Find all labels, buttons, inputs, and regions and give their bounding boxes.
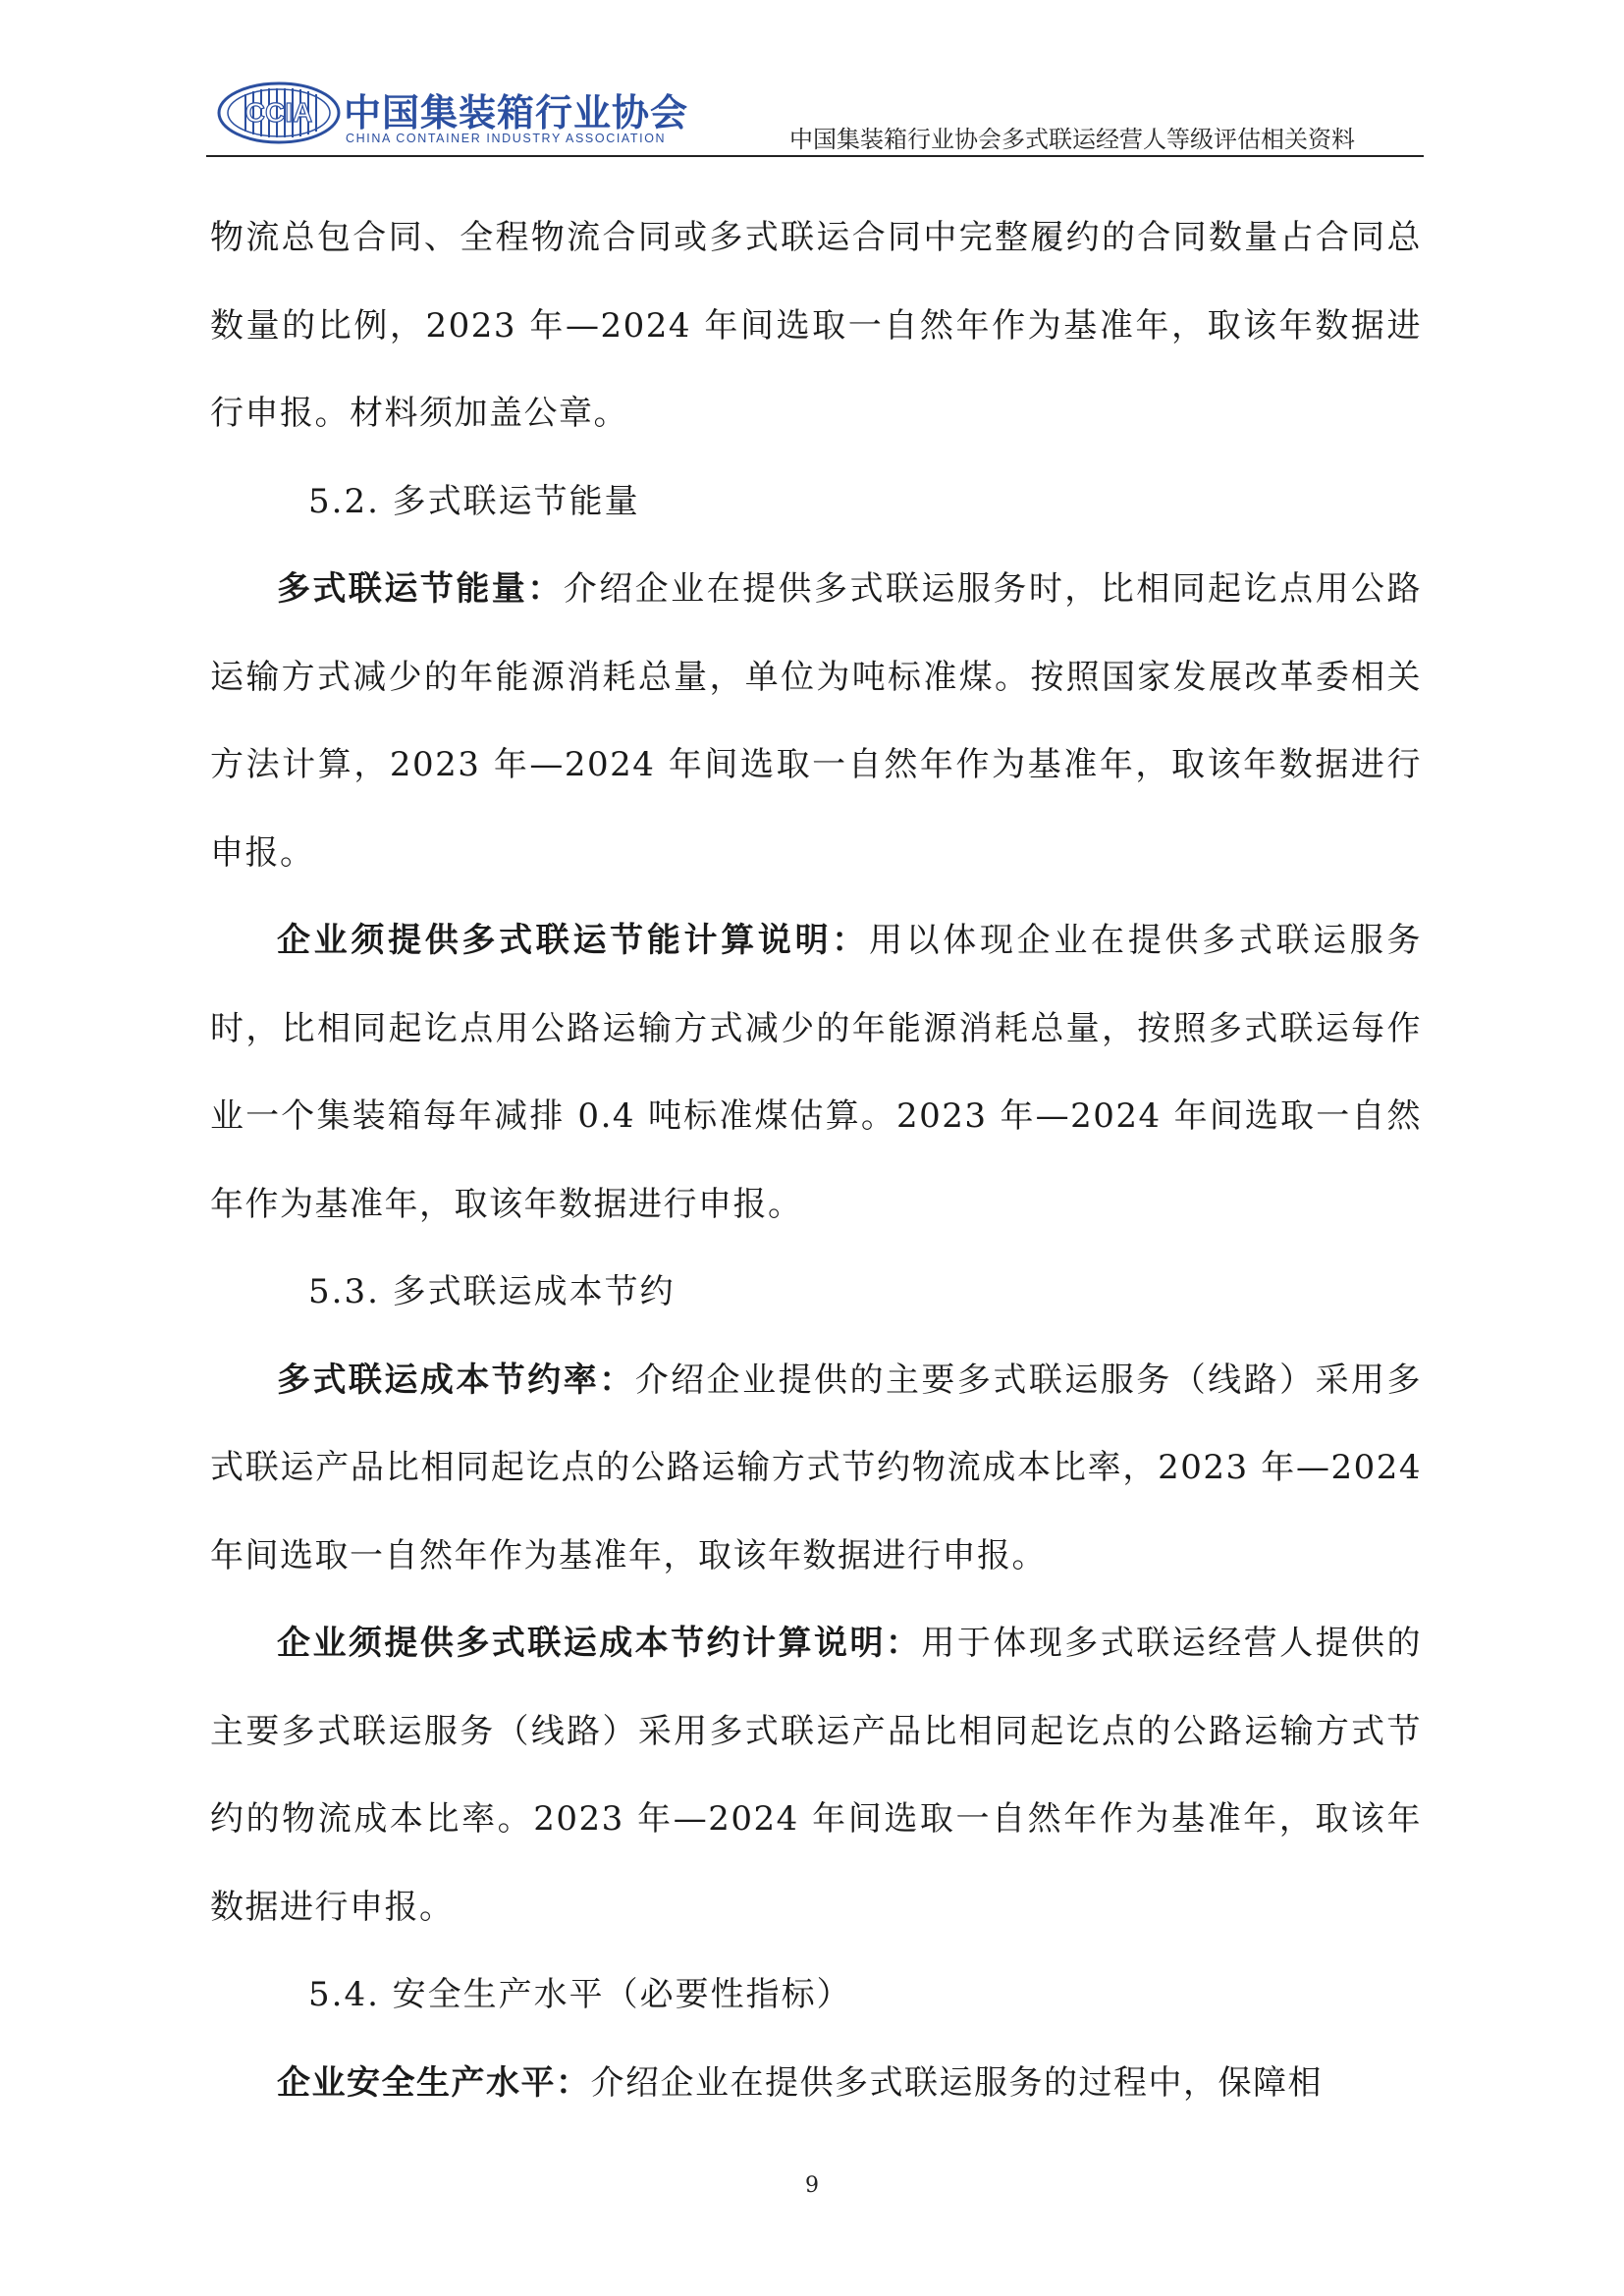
- term-safety-level: 企业安全生产水平：: [277, 2062, 591, 2103]
- logo-english-name: CHINA CONTAINER INDUSTRY ASSOCIATION: [346, 132, 667, 145]
- section-heading-5-3: 5.3. 多式联运成本节约: [308, 1272, 676, 1311]
- paragraph-energy-calculation: [210, 897, 1422, 1249]
- page-header: [206, 71, 1424, 157]
- header-document-title: 中国集装箱行业协会多式联运经营人等级评估相关资料: [789, 126, 1355, 153]
- section-heading-5-4: 5.4. 安全生产水平（必要性指标）: [308, 1975, 852, 2014]
- paragraph-energy-saving: [210, 546, 1422, 897]
- text-cost-saving-rate: 介绍企业提供的主要多式联运服务（线路）采用多式联运产品比相同起讫点的公路运输方式节约物流成本比率，2023 年—2024 年间选取一自然年作为基准年，取该年数据进行申报。: [210, 1360, 1423, 1575]
- text-energy-calculation: 用以体现企业在提供多式联运服务时，比相同起讫点用公路运输方式减少的年能源消耗总量，按照多式联运每作业一个集装箱每年减排 0.4 吨标准煤估算。2023 年—2024 年间选取一自然年作为基准年，取该年数据进行申报。: [210, 921, 1423, 1224]
- section-heading-5-2: 5.2. 多式联运节能量: [308, 481, 640, 521]
- logo-chinese-name: 中国集装箱行业协会: [344, 91, 689, 134]
- term-cost-saving-rate: 多式联运成本节约率：: [277, 1360, 635, 1400]
- paragraph-cost-saving-rate: [210, 1337, 1422, 1601]
- page-number: 9: [805, 2173, 819, 2198]
- paragraph-continuation: 物流总包合同、全程物流合同或多式联运合同中完整履约的合同数量占合同总数量的比例，2023 年—2024 年间选取一自然年作为基准年，取该年数据进行申报。材料须加盖公章。: [210, 218, 1422, 433]
- paragraph-cost-calculation: [210, 1600, 1422, 1951]
- ccia-logo-icon: [216, 80, 342, 145]
- text-safety-level: 介绍企业在提供多式联运服务的过程中，保障相: [590, 2062, 1323, 2103]
- term-energy-calculation: 企业须提供多式联运节能计算说明：: [277, 921, 869, 960]
- term-cost-calculation: 企业须提供多式联运成本节约计算说明：: [277, 1624, 922, 1663]
- text-energy-saving: 介绍企业在提供多式联运服务时，比相同起讫点用公路运输方式减少的年能源消耗总量，单位为吨标准煤。按照国家发展改革委相关方法计算，2023 年—2024 年间选取一自然年作为基准年，取该年数据进行申报。: [210, 569, 1423, 873]
- document-body: [210, 194, 1422, 2127]
- association-logo: [216, 77, 689, 149]
- term-energy-saving: 多式联运节能量：: [277, 569, 564, 609]
- paragraph-safety-level: [210, 2040, 1422, 2128]
- text-cost-calculation: 用于体现多式联运经营人提供的主要多式联运服务（线路）采用多式联运产品比相同起讫点的公路运输方式节约的物流成本比率。2023 年—2024 年间选取一自然年作为基准年，取该年数据进行申报。: [210, 1624, 1423, 1927]
- logo-mark-text: CCIA: [244, 97, 313, 128]
